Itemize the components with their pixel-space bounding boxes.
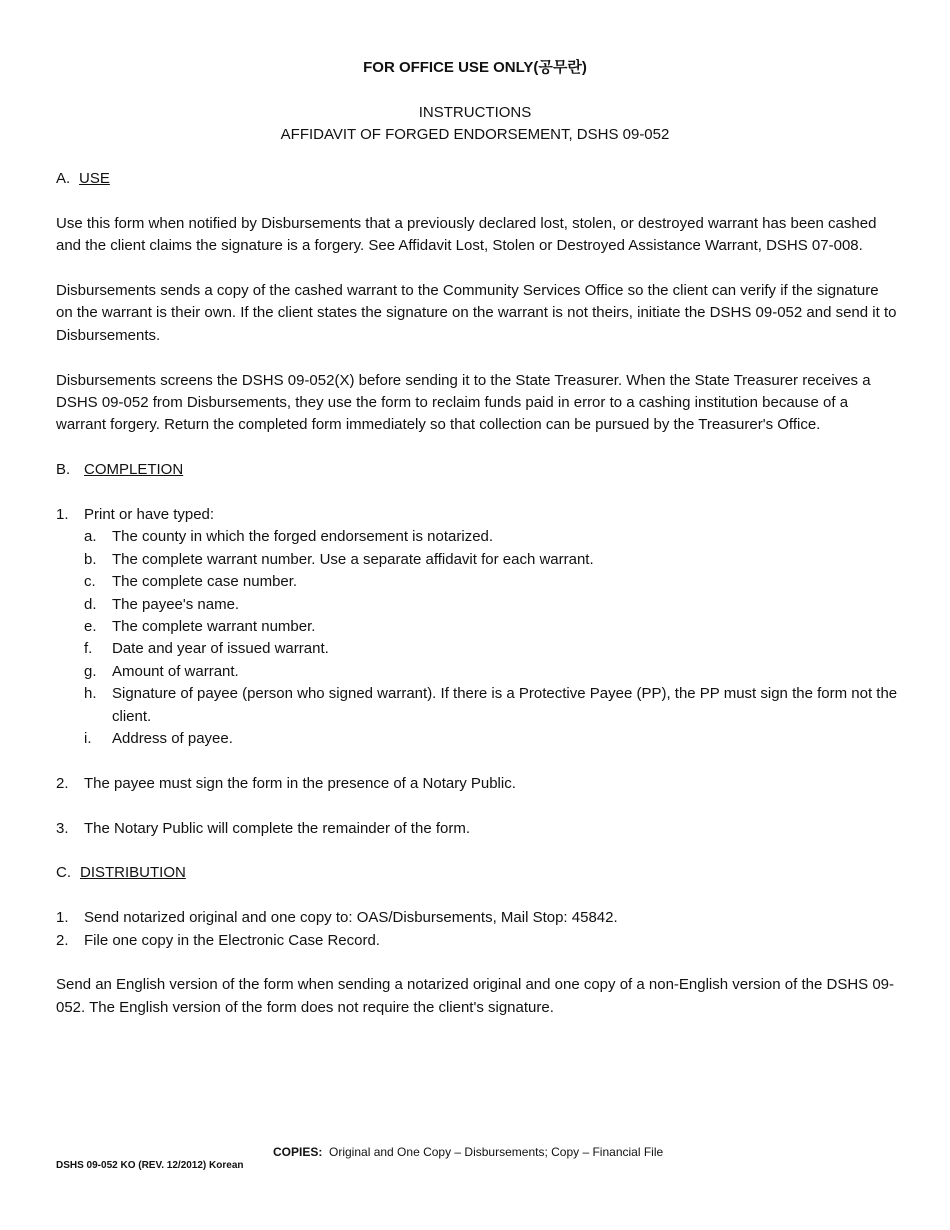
item-text: The Notary Public will complete the remainder of the form. bbox=[84, 819, 470, 837]
sub-item bbox=[84, 616, 898, 638]
sub-item-text: Amount of warrant. bbox=[112, 662, 239, 680]
sub-item bbox=[84, 571, 898, 593]
sub-item bbox=[84, 728, 898, 750]
footer-copies bbox=[273, 1145, 663, 1159]
item-text: File one copy in the Electronic Case Record. bbox=[84, 931, 380, 949]
section-b-letter: B. bbox=[56, 461, 71, 479]
section-a-heading bbox=[56, 168, 898, 190]
sub-item bbox=[84, 526, 898, 548]
item-text: The payee must sign the form in the presence of a Notary Public. bbox=[84, 774, 516, 792]
sub-item-text: The payee's name. bbox=[112, 595, 240, 613]
footer-form-number: DSHS 09-052 KO (REV. 12/2012) Korean bbox=[56, 1160, 244, 1171]
section-a-paragraph: Disbursements sends a copy of the cashed warrant to the Community Services Office so the client can verify if the signature on the warrant is their own. If the client states the signature on the warrant is not theirs, initiate the DSHS 09-052 and send it to Disbursements. bbox=[56, 281, 897, 344]
document-body bbox=[56, 168, 898, 1019]
section-c-title: DISTRIBUTION bbox=[80, 864, 186, 882]
sub-item bbox=[84, 661, 898, 683]
sub-item-text: Signature of payee (person who signed warrant). If there is a Protective Payee (PP), the PP must sign the form not the client. bbox=[112, 685, 898, 725]
item-number: 3. bbox=[56, 819, 69, 837]
sub-item-letter: c. bbox=[84, 573, 96, 591]
section-a-paragraph: Disbursements screens the DSHS 09-052(X) before sending it to the State Treasurer. When the State Treasurer receives a DSHS 09-052 from Disbursements, they use the form to reclaim funds paid in error to a cashing institution because of a warrant forgery. Return the completed form immediately so that collection can be pursued by the Treasurer's Office. bbox=[56, 371, 871, 434]
sub-item-letter: e. bbox=[84, 618, 97, 636]
sub-item-text: The complete warrant number. bbox=[112, 618, 316, 636]
sub-item-letter: h. bbox=[84, 685, 97, 703]
item-number: 1. bbox=[56, 505, 69, 523]
item-text: Send notarized original and one copy to: OAS/Disbursements, Mail Stop: 45842. bbox=[84, 909, 618, 927]
sub-item-letter: i. bbox=[84, 730, 92, 748]
distribution-closing-paragraph: Send an English version of the form when sending a notarized original and one copy of a non-English version of the DSHS 09-052. The English version of the form does not require the client's signature. bbox=[56, 976, 895, 1016]
copies-label: COPIES: bbox=[273, 1145, 323, 1159]
item-number: 1. bbox=[56, 909, 69, 927]
sub-item-text: Address of payee. bbox=[112, 730, 233, 748]
sub-item-letter: f. bbox=[84, 640, 93, 658]
sub-item bbox=[84, 594, 898, 616]
section-a-letter: A. bbox=[56, 170, 71, 187]
distribution-item bbox=[56, 907, 898, 929]
sub-item-text: Date and year of issued warrant. bbox=[112, 640, 329, 658]
instructions-heading: INSTRUCTIONS bbox=[418, 104, 532, 121]
distribution-item bbox=[56, 930, 898, 952]
item-text: Print or have typed: bbox=[84, 505, 215, 523]
section-c-letter: C. bbox=[56, 864, 71, 882]
item-number: 2. bbox=[56, 931, 69, 949]
sub-item-letter: g. bbox=[84, 662, 97, 680]
item-number: 2. bbox=[56, 774, 69, 792]
sub-item-letter: a. bbox=[84, 528, 97, 546]
copies-text: Original and One Copy – Disbursements; Copy – Financial File bbox=[329, 1145, 664, 1159]
sub-item-letter: b. bbox=[84, 550, 97, 568]
sub-item-text: The complete case number. bbox=[112, 573, 298, 591]
sub-item bbox=[84, 638, 898, 660]
sub-item-letter: d. bbox=[84, 595, 97, 613]
section-a-paragraph: Use this form when notified by Disbursements that a previously declared lost, stolen, or destroyed warrant has been cashed and the client claims the signature is a forgery. See Affidavit Lost, Stolen or Destroyed Assistance Warrant, DSHS 07-008. bbox=[56, 214, 877, 255]
completion-sub-list bbox=[84, 526, 898, 750]
form-title: AFFIDAVIT OF FORGED ENDORSEMENT, DSHS 09-052 bbox=[280, 126, 670, 143]
sub-item bbox=[84, 549, 898, 571]
section-a-title: USE bbox=[79, 170, 110, 187]
completion-item bbox=[56, 818, 898, 840]
completion-item bbox=[56, 773, 898, 795]
office-use-heading: FOR OFFICE USE ONLY(공무란) bbox=[363, 59, 587, 76]
sub-item-text: The complete warrant number. Use a separate affidavit for each warrant. bbox=[112, 550, 594, 568]
title-block bbox=[0, 102, 950, 146]
completion-item bbox=[56, 504, 898, 526]
section-b-title: COMPLETION bbox=[84, 461, 184, 479]
sub-item-text: The county in which the forged endorsement is notarized. bbox=[112, 528, 494, 546]
section-c-heading bbox=[56, 862, 898, 884]
section-b-heading bbox=[56, 459, 898, 481]
sub-item bbox=[84, 683, 898, 728]
